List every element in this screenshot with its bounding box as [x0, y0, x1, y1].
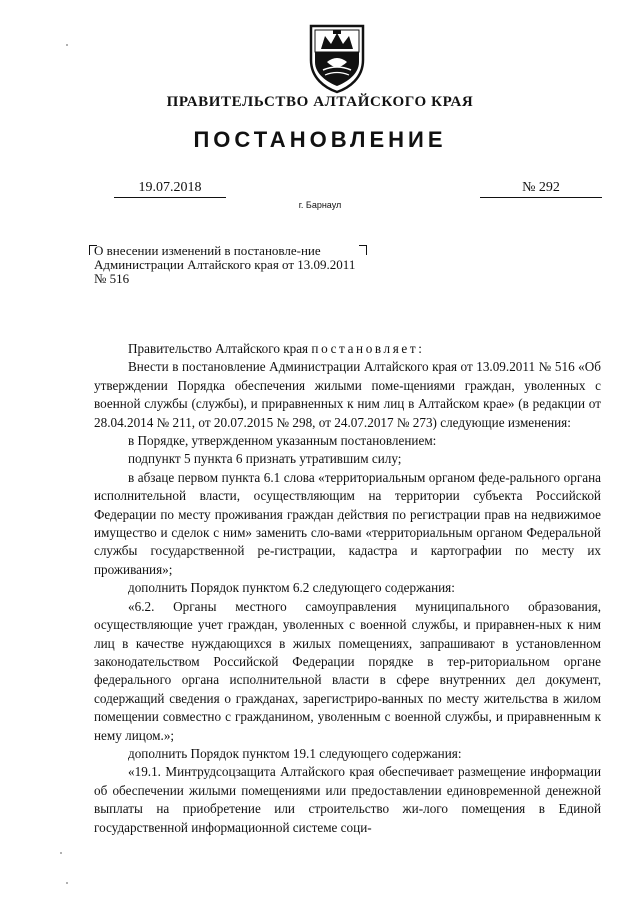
body-paragraph: дополнить Порядок пунктом 6.2 следующего содержания: — [128, 580, 455, 596]
city-label: г. Барнаул — [298, 200, 342, 210]
scan-speck — [60, 852, 62, 854]
body-paragraph: «19.1. Минтрудсоцзащита Алтайского края обеспечивает размещение информации об обеспечении жилыми помещениями или предоставлении единовременной денежной выплаты на приобретение или строительство жи-лого помещения в Единой государственной информационной системе соци- — [94, 764, 601, 835]
body-paragraph: в абзаце первом пункта 6.1 слова «территориальным органом феде-рального органа исполнительной власти, осуществляющим на территории субъекта Российской Федерации по месту проживания граждан действия по регистрации прав на недвижимое имущество и сделок с ним» заменить сло-вами «территориальным органом Федеральной службы государственной ре-гистрации, кадастра и картографии по месту их проживания»; — [94, 469, 601, 577]
intro-paragraph — [94, 340, 601, 358]
body-paragraph: в Порядке, утвержденном указанным постановлением: — [128, 433, 437, 449]
document-type: ПОСТАНОВЛЕНИЕ — [193, 127, 447, 152]
decree-verb: постановляет: — [311, 341, 425, 356]
document-body — [94, 340, 601, 837]
body-paragraph: Внести в постановление Администрации Алтайского края от 13.09.2011 № 516 «Об утверждении Порядка обеспечения жилыми поме-щениями граждан, уволенных с военной службы (службы), и приравненных к ним лиц в Алтайском крае» (в редакции от 28.04.2014 № 211, от 20.07.2015 № 298, от 24.07.2017 № 273) следующие изменения: — [94, 359, 601, 430]
body-paragraph: подпункт 5 пункта 6 признать утратившим силу; — [128, 451, 402, 467]
intro-text: Правительство Алтайского края — [128, 341, 312, 356]
document-subject: О внесении изменений в постановле-ние Администрации Алтайского края от 13.09.2011 № 516 — [94, 243, 356, 286]
scan-speck — [66, 882, 68, 884]
body-paragraph: «6.2. Органы местного самоуправления муниципального образования, осуществляющие учет граждан, уволенных с военной службы, и приравнен-ных к ним лиц в качестве нуждающихся в жилых помещениях, запрашивают в установленном законодательством Российской Федерации порядке в тер-риториальном органе федерального органа исполнительной власти в сфере внутренних дел документ, содержащий сведения о гражданах, зарегистриро-ванных по месту жительства в жилом помещении совместно с гражданином, уволенным с военной службы, и приравненным к нему лицом.»; — [94, 598, 601, 743]
document-number: № 292 — [480, 180, 602, 198]
scan-speck — [66, 44, 68, 46]
subject-corner-right — [359, 245, 367, 255]
body-paragraph: дополнить Порядок пунктом 19.1 следующего содержания: — [128, 745, 462, 761]
government-title: ПРАВИТЕЛЬСТВО АЛТАЙСКОГО КРАЯ — [166, 94, 474, 110]
document-date: 19.07.2018 — [114, 180, 226, 198]
coat-of-arms-icon — [305, 22, 369, 94]
